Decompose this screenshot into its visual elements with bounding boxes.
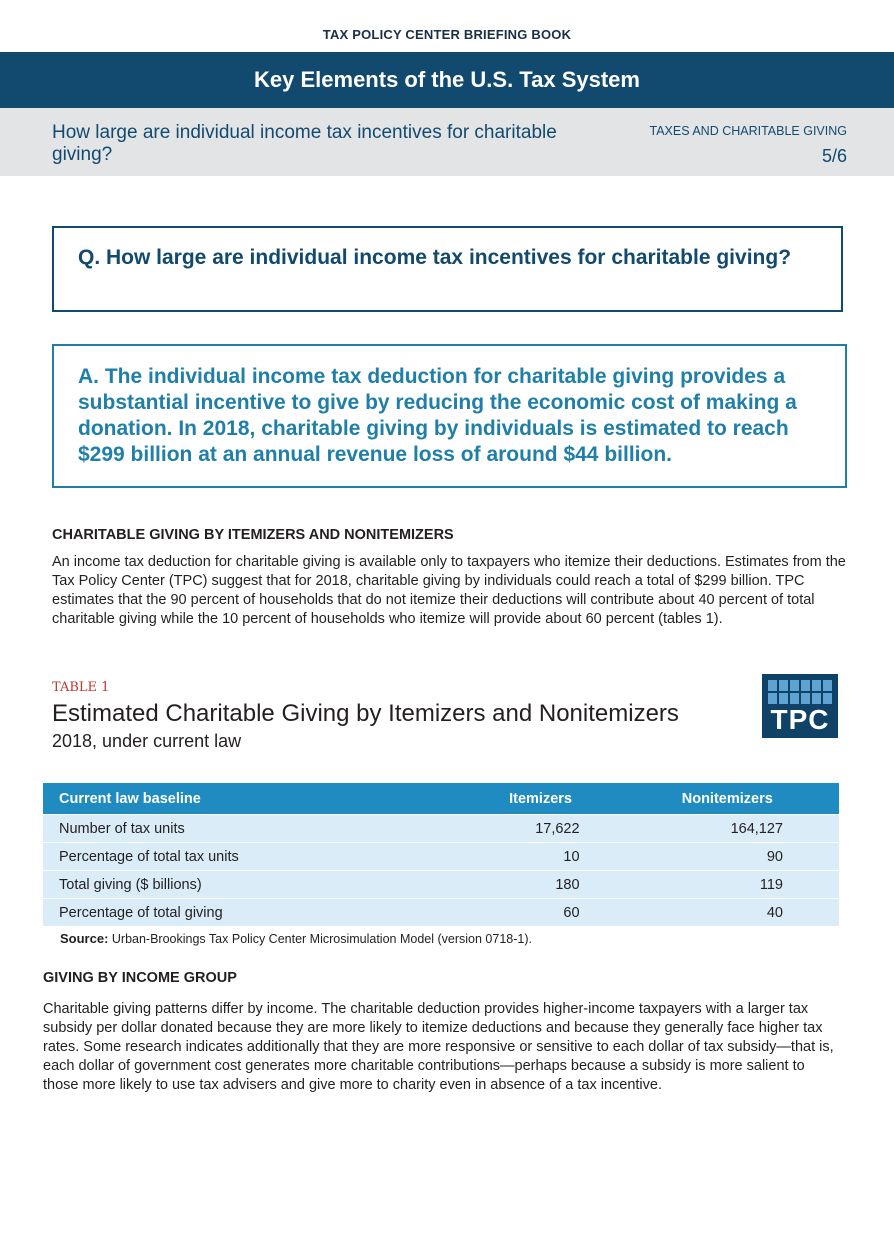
- title-banner: [0, 52, 894, 108]
- subheader-band: [0, 108, 894, 176]
- page-number: 5/6: [821, 146, 847, 166]
- table-subtitle: 2018, under current law: [52, 731, 242, 751]
- header-nonitemizers: Nonitemizers: [616, 783, 839, 815]
- row-nonitemizers: 119: [616, 871, 839, 899]
- tpc-logo: [762, 674, 838, 738]
- row-nonitemizers: 90: [616, 843, 839, 871]
- row-label: Percentage of total giving: [43, 899, 466, 927]
- question-box: [52, 226, 843, 312]
- page-title: Key Elements of the U.S. Tax System: [254, 67, 640, 92]
- briefing-book-label: TAX POLICY CENTER BRIEFING BOOK: [322, 27, 572, 42]
- answer-box: [52, 344, 847, 488]
- table-source: [60, 931, 532, 946]
- section-heading-itemizers: CHARITABLE GIVING BY ITEMIZERS AND NONITEMIZERS: [52, 527, 454, 543]
- row-itemizers: 60: [466, 899, 616, 927]
- row-itemizers: 17,622: [466, 815, 616, 843]
- answer-text: A. The individual income tax deduction for charitable giving provides a substantial incentive to give by reducing the economic cost of making a donation. In 2018, charitable giving by individuals is estimated to reach $299 billion at an annual revenue loss of around $44 billion.: [78, 365, 797, 466]
- giving-table: [43, 783, 839, 926]
- row-label: Number of tax units: [43, 815, 466, 843]
- subheader-question: How large are individual income tax incentives for charitable giving?: [52, 122, 557, 165]
- section-heading-income: GIVING BY INCOME GROUP: [43, 970, 237, 986]
- question-text: Q. How large are individual income tax incentives for charitable giving?: [78, 246, 792, 269]
- header-baseline: Current law baseline: [43, 783, 466, 815]
- table-label: TABLE 1: [52, 680, 110, 695]
- source-label: Source:: [60, 931, 109, 946]
- table-row: [43, 815, 839, 843]
- header-itemizers: Itemizers: [466, 783, 616, 815]
- tpc-logo-grid-icon: [768, 680, 832, 704]
- section-body-itemizers: An income tax deduction for charitable giving is available only to taxpayers who itemize their deductions. Estimates from the Tax Policy Center (TPC) suggest that for 2018, charitable giving by individuals could reach a total of $299 billion. TPC estimates that the 90 percent of households that do not itemize their deductions will contribute about 40 percent of total charitable giving while the 10 percent of households who itemize will provide about 60 percent (tables 1).: [52, 554, 846, 627]
- table-row: [43, 871, 839, 899]
- row-label: Total giving ($ billions): [43, 871, 466, 899]
- table-row: [43, 843, 839, 871]
- row-itemizers: 10: [466, 843, 616, 871]
- row-itemizers: 180: [466, 871, 616, 899]
- section-body-income: Charitable giving patterns differ by income. The charitable deduction provides higher-income taxpayers with a larger tax subsidy per dollar donated because they are more likely to itemize deductions and because they generally face higher tax rates. Some research indicates additionally that they are more responsive or sensitive to each dollar of tax subsidy—that is, each dollar of government cost generates more charitable contributions—perhaps because a subsidy is more salient to those more likely to use tax advisers and give more to charity even in absence of a tax incentive.: [43, 1001, 834, 1093]
- table-header-row: [43, 783, 839, 815]
- row-nonitemizers: 164,127: [616, 815, 839, 843]
- row-nonitemizers: 40: [616, 899, 839, 927]
- source-text: Urban-Brookings Tax Policy Center Microsimulation Model (version 0718-1).: [111, 932, 532, 946]
- table-row: [43, 899, 839, 927]
- table-title: Estimated Charitable Giving by Itemizers and Nonitemizers: [52, 700, 679, 727]
- row-label: Percentage of total tax units: [43, 843, 466, 871]
- tpc-logo-text: TPC: [770, 704, 830, 735]
- topic-label: TAXES AND CHARITABLE GIVING: [649, 124, 847, 138]
